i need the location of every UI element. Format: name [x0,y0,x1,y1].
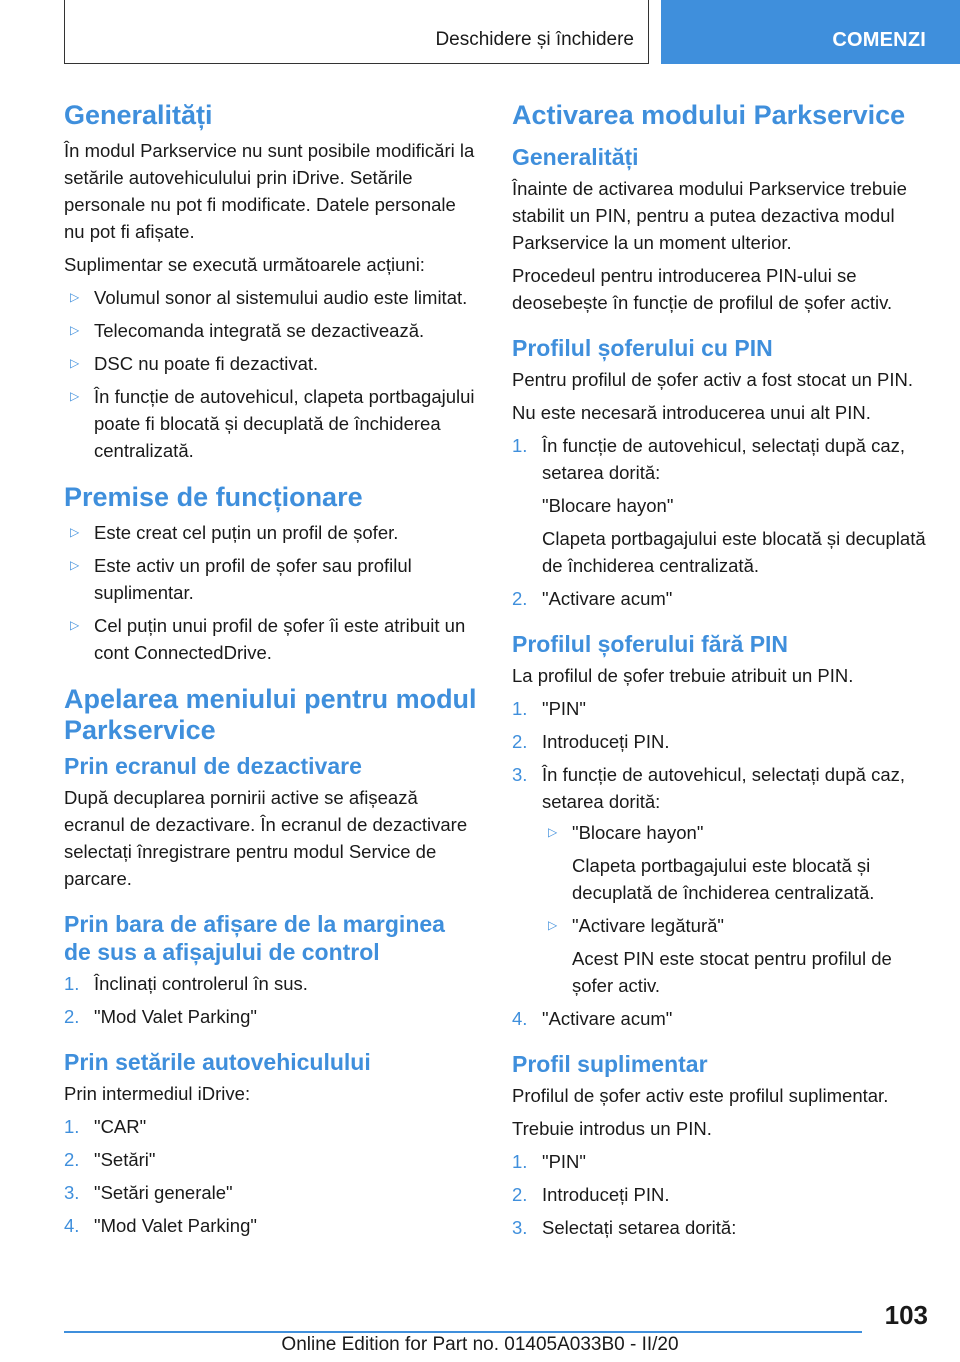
option-label: "Blocare hayon" [542,495,674,516]
triangle-right-icon: ▷ [548,825,558,839]
list-item [542,819,928,906]
chapter-badge [661,0,960,64]
list-item [64,612,478,666]
paragraph: Procedeul pentru introducerea PIN-ului se deosebește în funcție de profilul de șofer activ. [512,265,893,313]
numbered-list [512,432,928,612]
triangle-right-icon: ▷ [70,389,80,403]
list-item [64,552,478,606]
footer-divider [64,1331,862,1333]
step-number: 3. [512,764,528,785]
paragraph: Nu este necesară introducerea unui alt PIN. [512,402,871,423]
heading-activarea: Activarea modului Parkservice [512,100,906,130]
list-item [64,1179,478,1206]
numbered-list [64,970,478,1030]
right-column [512,100,928,1247]
triangle-right-icon: ▷ [70,618,80,632]
step-number: 1. [64,973,80,994]
paragraph: După decuplarea pornirii active se afișează ecranul de dezactivare. În ecranul de dezactivare selectați înregistrare pentru modul Service de parcare. [64,787,468,889]
list-item [512,1148,928,1175]
step-number: 2. [64,1006,80,1027]
subheading-generalitati: Generalități [512,144,639,170]
step-number: 2. [64,1149,80,1170]
step-number: 4. [64,1215,80,1236]
step-number: 2. [512,731,528,752]
chapter-label: COMENZI [832,29,926,51]
list-item-text: "Setări generale" [94,1182,233,1203]
subheading-suplimentar: Profil suplimentar [512,1051,708,1077]
option-label: "Blocare hayon" [572,822,704,843]
list-item [512,728,928,755]
list-item-text: "Activare acum" [542,588,673,609]
section-title: Deschidere și închidere [435,29,634,50]
list-item [64,317,478,344]
list-item-text: Este creat cel puțin un profil de șofer. [94,522,399,543]
footer-edition: Online Edition for Part no. 01405A033B0 - II/20 [281,1334,679,1355]
paragraph: Pentru profilul de șofer activ a fost stocat un PIN. [512,369,914,390]
triangle-right-icon: ▷ [70,356,80,370]
paragraph: La profilul de șofer trebuie atribuit un PIN. [512,665,854,686]
subheading-fara-pin: Profilul șoferului fără PIN [512,631,789,657]
paragraph: Profilul de șofer activ este profilul suplimentar. [512,1085,889,1106]
subheading-cu-pin: Profilul șoferului cu PIN [512,335,773,361]
list-item [64,1146,478,1173]
option-description: Clapeta portbagajului este blocată și decuplată de închiderea centralizată. [572,855,875,903]
list-item-text: Selectați setarea dorită: [542,1217,737,1238]
list-item-text: DSC nu poate fi dezactivat. [94,353,319,374]
step-number: 1. [512,1151,528,1172]
step-number: 1. [512,435,528,456]
list-item-text: "CAR" [94,1116,147,1137]
list-item-text: "Mod Valet Parking" [94,1215,257,1236]
step-number: 2. [512,1184,528,1205]
paragraph: Prin intermediul iDrive: [64,1083,251,1104]
list-item [64,284,478,311]
option-description: Acest PIN este stocat pentru profilul de șofer activ. [572,948,892,996]
list-item [542,912,928,999]
list-item-text: Volumul sonor al sistemului audio este limitat. [94,287,468,308]
list-item-text: Înclinați controlerul în sus. [94,973,308,994]
paragraph: În modul Parkservice nu sunt posibile modificări la setările autovehiculului prin iDrive. Setările personale nu pot fi modificate. Datele personale nu pot fi afișate. [64,140,475,242]
numbered-list [512,1148,928,1241]
list-item-text: În funcție de autovehicul, clapeta portbagajului poate fi blocată și decuplată de închiderea centralizată. [94,386,475,461]
paragraph: Suplimentar se execută următoarele acțiuni: [64,254,425,275]
triangle-right-icon: ▷ [70,558,80,572]
step-number: 2. [512,588,528,609]
list-item-text: "PIN" [542,1151,586,1172]
list-item [512,432,928,579]
list-item [64,1113,478,1140]
paragraph: Trebuie introdus un PIN. [512,1118,712,1139]
left-column [64,100,478,1245]
list-item [512,1181,928,1208]
heading-premise: Premise de funcționare [64,482,363,512]
nested-bullet-list [542,819,928,999]
list-item [64,1003,478,1030]
page-number: 103 [884,1300,928,1330]
subheading-ecran: Prin ecranul de dezactivare [64,753,362,779]
paragraph: Înainte de activarea modului Parkservice trebuie stabilit un PIN, pentru a putea dezactiva modul Parkservice la un moment ulterior. [512,178,907,253]
list-item [512,695,928,722]
list-item [64,519,478,546]
section-tab [64,0,649,64]
list-item [512,1214,928,1241]
bullet-list [64,284,478,464]
triangle-right-icon: ▷ [548,918,558,932]
option-description: Clapeta portbagajului este blocată și decuplată de închiderea centralizată. [542,528,926,576]
subheading-setari: Prin setările autovehiculului [64,1049,371,1075]
list-item [64,970,478,997]
step-number: 1. [512,698,528,719]
list-item-text: "PIN" [542,698,586,719]
list-item-text: Este activ un profil de șofer sau profilul suplimentar. [94,555,412,603]
list-item-text: Telecomanda integrată se dezactivează. [94,320,425,341]
numbered-list [512,695,928,1032]
list-item-text: "Mod Valet Parking" [94,1006,257,1027]
list-item [64,1212,478,1239]
list-item [512,1005,928,1032]
heading-apelare: Apelarea meniului pentru modul Parkservice [64,684,477,745]
list-item [512,761,928,999]
list-item [64,383,478,464]
list-item-text: În funcție de autovehicul, selectați după caz, setarea dorită: [542,764,906,812]
list-item-text: "Setări" [94,1149,156,1170]
triangle-right-icon: ▷ [70,525,80,539]
list-item-text: "Activare acum" [542,1008,673,1029]
list-item [64,350,478,377]
triangle-right-icon: ▷ [70,323,80,337]
bullet-list [64,519,478,666]
list-item-text: Introduceți PIN. [542,1184,670,1205]
list-item-text: Introduceți PIN. [542,731,670,752]
heading-generalitati: Generalități [64,100,213,130]
numbered-list [64,1113,478,1239]
subheading-bara: Prin bara de afișare de la marginea de sus a afișajului de control [64,911,445,965]
option-label: "Activare legătură" [572,915,724,936]
step-number: 1. [64,1116,80,1137]
list-item-text: Cel puțin unui profil de șofer îi este atribuit un cont ConnectedDrive. [94,615,466,663]
step-number: 3. [64,1182,80,1203]
triangle-right-icon: ▷ [70,290,80,304]
list-item [512,585,928,612]
step-number: 4. [512,1008,528,1029]
step-number: 3. [512,1217,528,1238]
list-item-text: În funcție de autovehicul, selectați după caz, setarea dorită: [542,435,906,483]
